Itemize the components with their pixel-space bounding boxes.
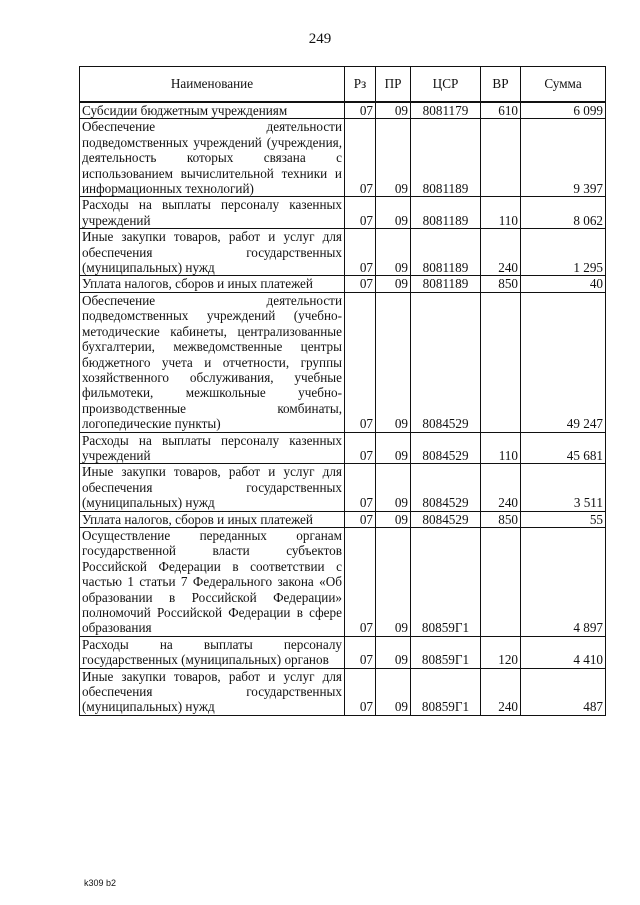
row-pr: 09 (376, 197, 411, 229)
row-pr: 09 (376, 668, 411, 715)
row-rz: 07 (345, 292, 376, 432)
row-vr: 110 (481, 197, 521, 229)
row-rz: 07 (345, 636, 376, 668)
row-name: Расходы на выплаты персоналу казенных учреждений (80, 197, 345, 229)
row-name: Обеспечение деятельности подведомственных учреждений (учебно-методические кабинеты, централизованные бухгалтерии, межведомственные центры бюджетного учета и отчетности, группы хозяйственного обслуживания, учебные фильмотеки, межшкольные учебно-производственные комбинаты, логопедические пункты) (80, 292, 345, 432)
table-row (80, 636, 606, 668)
row-csr: 8084529 (411, 511, 481, 527)
row-csr: 80859Г1 (411, 636, 481, 668)
row-name: Иные закупки товаров, работ и услуг для обеспечения государственных (муниципальных) нужд (80, 464, 345, 511)
header-vr: ВР (481, 67, 521, 103)
row-vr: 110 (481, 432, 521, 464)
row-pr: 09 (376, 292, 411, 432)
row-vr: 850 (481, 511, 521, 527)
row-rz: 07 (345, 119, 376, 197)
header-csr: ЦСР (411, 67, 481, 103)
table-row (80, 432, 606, 464)
header-rz: Рз (345, 67, 376, 103)
row-sum: 487 (521, 668, 606, 715)
row-sum: 9 397 (521, 119, 606, 197)
row-csr: 8081189 (411, 276, 481, 292)
table-header-row (80, 67, 606, 103)
row-vr (481, 527, 521, 636)
table-row (80, 197, 606, 229)
header-name: Наименование (80, 67, 345, 103)
footer-code: k309 b2 (84, 878, 117, 888)
row-sum: 40 (521, 276, 606, 292)
table-row (80, 229, 606, 276)
row-sum: 49 247 (521, 292, 606, 432)
row-csr: 8084529 (411, 292, 481, 432)
row-rz: 07 (345, 197, 376, 229)
row-rz: 07 (345, 511, 376, 527)
row-rz: 07 (345, 432, 376, 464)
row-rz: 07 (345, 668, 376, 715)
row-name: Уплата налогов, сборов и иных платежей (80, 511, 345, 527)
row-pr: 09 (376, 432, 411, 464)
budget-table (79, 66, 606, 716)
header-sum: Сумма (521, 67, 606, 103)
row-vr (481, 292, 521, 432)
row-sum: 4 897 (521, 527, 606, 636)
row-csr: 8081179 (411, 102, 481, 119)
header-pr: ПР (376, 67, 411, 103)
row-sum: 6 099 (521, 102, 606, 119)
row-pr: 09 (376, 119, 411, 197)
row-csr: 8081189 (411, 197, 481, 229)
row-rz: 07 (345, 527, 376, 636)
row-vr: 240 (481, 229, 521, 276)
row-name: Расходы на выплаты персоналу государственных (муниципальных) органов (80, 636, 345, 668)
row-sum: 8 062 (521, 197, 606, 229)
table-row (80, 102, 606, 119)
row-csr: 8081189 (411, 229, 481, 276)
row-name: Иные закупки товаров, работ и услуг для обеспечения государственных (муниципальных) нужд (80, 229, 345, 276)
row-rz: 07 (345, 276, 376, 292)
table-row (80, 668, 606, 715)
page-number: 249 (308, 31, 332, 47)
row-pr: 09 (376, 464, 411, 511)
row-name: Расходы на выплаты персоналу казенных учреждений (80, 432, 345, 464)
row-name: Иные закупки товаров, работ и услуг для обеспечения государственных (муниципальных) нужд (80, 668, 345, 715)
row-name: Осуществление переданных органам государственной власти субъектов Российской Федерации в соответствии с частью 1 статьи 7 Федерального закона «Об образовании в Российской Федерации» полномочий Российской Федерации в сфере образования (80, 527, 345, 636)
row-csr: 8084529 (411, 464, 481, 511)
row-csr: 8084529 (411, 432, 481, 464)
row-sum: 1 295 (521, 229, 606, 276)
table-row (80, 464, 606, 511)
row-pr: 09 (376, 636, 411, 668)
row-name: Обеспечение деятельности подведомственных учреждений (учреждения, деятельность которых связана с использованием вычислительной техники и информационных технологий) (80, 119, 345, 197)
table-row (80, 276, 606, 292)
row-csr: 80859Г1 (411, 527, 481, 636)
row-sum: 45 681 (521, 432, 606, 464)
row-csr: 8081189 (411, 119, 481, 197)
row-pr: 09 (376, 229, 411, 276)
row-rz: 07 (345, 229, 376, 276)
row-vr: 240 (481, 668, 521, 715)
table-row (80, 292, 606, 432)
row-pr: 09 (376, 511, 411, 527)
row-rz: 07 (345, 464, 376, 511)
row-name: Уплата налогов, сборов и иных платежей (80, 276, 345, 292)
row-pr: 09 (376, 276, 411, 292)
table-row (80, 511, 606, 527)
row-name: Субсидии бюджетным учреждениям (80, 102, 345, 119)
row-vr: 610 (481, 102, 521, 119)
row-sum: 3 511 (521, 464, 606, 511)
row-csr: 80859Г1 (411, 668, 481, 715)
row-rz: 07 (345, 102, 376, 119)
table-row (80, 527, 606, 636)
row-vr: 240 (481, 464, 521, 511)
row-pr: 09 (376, 102, 411, 119)
row-sum: 4 410 (521, 636, 606, 668)
row-sum: 55 (521, 511, 606, 527)
table-row (80, 119, 606, 197)
row-vr (481, 119, 521, 197)
row-vr: 850 (481, 276, 521, 292)
row-pr: 09 (376, 527, 411, 636)
row-vr: 120 (481, 636, 521, 668)
